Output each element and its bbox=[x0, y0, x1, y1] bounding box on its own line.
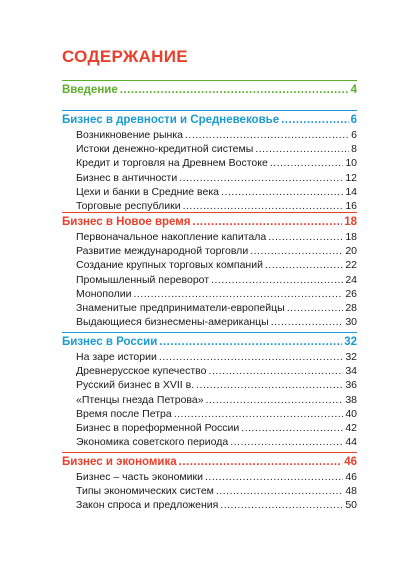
toc-entry[interactable] bbox=[62, 186, 357, 200]
entry-label: Кредит и торговля на Древнем Востоке bbox=[76, 157, 268, 170]
leader-dots bbox=[159, 335, 342, 349]
entry-page: 34 bbox=[345, 365, 357, 378]
entry-page: 50 bbox=[345, 499, 357, 512]
entry-page: 28 bbox=[345, 301, 357, 314]
entry-page: 40 bbox=[345, 407, 357, 420]
toc-intro bbox=[62, 80, 357, 99]
toc-entry[interactable] bbox=[62, 408, 357, 422]
section-page: 32 bbox=[344, 336, 357, 348]
section-page: 46 bbox=[344, 456, 357, 468]
toc-entry[interactable] bbox=[62, 259, 357, 273]
toc-section-russia bbox=[62, 332, 357, 450]
toc-entry[interactable] bbox=[62, 436, 357, 450]
entry-page: 36 bbox=[345, 379, 357, 392]
intro-label: Введение bbox=[62, 84, 118, 96]
leader-dots bbox=[287, 302, 344, 315]
leader-dots bbox=[281, 113, 348, 127]
leader-dots bbox=[211, 274, 343, 287]
entry-label: Торговые республики bbox=[76, 199, 181, 212]
entry-label: Создание крупных торговых компаний bbox=[76, 259, 263, 272]
section-heading[interactable] bbox=[62, 113, 357, 129]
leader-dots bbox=[206, 394, 344, 407]
entry-page: 10 bbox=[345, 157, 357, 170]
entry-label: «Птенцы гнезда Петрова» bbox=[76, 393, 204, 406]
leader-dots bbox=[208, 365, 343, 378]
entry-label: Развитие международной торговли bbox=[76, 245, 249, 258]
toc-entry[interactable] bbox=[62, 143, 357, 157]
toc-section-economy bbox=[62, 452, 357, 514]
toc-entry[interactable] bbox=[62, 288, 357, 302]
section-label: Бизнес в древности и Средневековье bbox=[62, 114, 280, 126]
entry-label: На заре истории bbox=[76, 351, 157, 363]
leader-dots bbox=[241, 422, 343, 435]
entry-label: Цехи и банки в Средние века bbox=[76, 185, 220, 198]
page-title: СОДЕРЖАНИЕ bbox=[62, 47, 188, 66]
section-heading[interactable] bbox=[62, 215, 357, 231]
section-label: Бизнес в Новое время bbox=[62, 216, 191, 228]
entry-page: 44 bbox=[345, 436, 357, 449]
toc-section-ancient bbox=[62, 110, 357, 214]
entry-page: 42 bbox=[345, 421, 357, 434]
toc-entry[interactable] bbox=[62, 379, 357, 393]
toc-entry[interactable] bbox=[62, 365, 357, 379]
toc-entry[interactable] bbox=[62, 485, 357, 499]
toc-entry[interactable] bbox=[62, 394, 357, 408]
entry-label: Бизнес в пореформенной России bbox=[76, 421, 240, 434]
entry-page: 14 bbox=[345, 185, 357, 198]
section-label: Бизнес в России bbox=[62, 336, 158, 348]
toc-entry[interactable] bbox=[62, 129, 357, 143]
toc-entry[interactable] bbox=[62, 422, 357, 436]
intro-page: 4 bbox=[350, 84, 357, 96]
entry-page: 22 bbox=[345, 259, 357, 272]
toc-entry[interactable] bbox=[62, 302, 357, 316]
entry-label: Возникновение рынка bbox=[76, 129, 184, 141]
entry-label: Выдающиеся бизнесмены-американцы bbox=[76, 316, 269, 329]
leader-dots bbox=[205, 471, 343, 484]
section-heading[interactable] bbox=[62, 335, 357, 351]
leader-dots bbox=[270, 157, 343, 170]
section-rule bbox=[62, 110, 357, 111]
leader-dots bbox=[193, 215, 343, 229]
entry-label: Первоначальное накопление капитала bbox=[76, 231, 267, 243]
toc-entry[interactable] bbox=[62, 274, 357, 288]
leader-dots bbox=[159, 351, 344, 364]
leader-dots bbox=[120, 83, 349, 97]
leader-dots bbox=[196, 379, 343, 392]
entry-page: 12 bbox=[345, 171, 357, 184]
section-rule bbox=[62, 332, 357, 333]
intro-entry[interactable] bbox=[62, 83, 357, 99]
leader-dots bbox=[216, 485, 343, 498]
entry-label: Промышленный переворот bbox=[76, 273, 210, 286]
section-page: 6 bbox=[350, 114, 357, 126]
leader-dots bbox=[250, 245, 343, 258]
toc-section-modern bbox=[62, 212, 357, 330]
leader-dots bbox=[265, 259, 343, 272]
leader-dots bbox=[221, 186, 343, 199]
entry-page: 24 bbox=[345, 273, 357, 286]
leader-dots bbox=[271, 316, 344, 329]
toc-entry[interactable] bbox=[62, 351, 357, 365]
intro-rule bbox=[62, 80, 357, 81]
leader-dots bbox=[220, 499, 343, 512]
entry-page: 38 bbox=[345, 393, 357, 406]
entry-page: 16 bbox=[345, 199, 357, 212]
toc-entry[interactable] bbox=[62, 172, 357, 186]
toc-entry[interactable] bbox=[62, 471, 357, 485]
entry-page: 20 bbox=[345, 245, 357, 258]
entry-page: 6 bbox=[351, 129, 357, 141]
leader-dots bbox=[183, 200, 344, 213]
entry-label: Древнерусское купечество bbox=[76, 365, 207, 378]
leader-dots bbox=[185, 129, 349, 142]
toc-entry[interactable] bbox=[62, 499, 357, 513]
section-rule bbox=[62, 212, 357, 213]
section-page: 18 bbox=[344, 216, 357, 228]
entry-label: Экономика советского периода bbox=[76, 436, 229, 449]
entry-label: Монополии bbox=[76, 287, 132, 300]
leader-dots bbox=[174, 408, 344, 421]
entry-page: 30 bbox=[345, 316, 357, 329]
entry-page: 48 bbox=[345, 485, 357, 498]
leader-dots bbox=[179, 455, 343, 469]
entry-label: Бизнес в античности bbox=[76, 171, 178, 184]
toc-entry[interactable] bbox=[62, 157, 357, 171]
entry-label: Истоки денежно-кредитной системы bbox=[76, 143, 254, 156]
section-heading[interactable] bbox=[62, 455, 357, 471]
entry-label: Русский бизнес в XVII в. bbox=[76, 379, 195, 392]
entry-page: 26 bbox=[345, 287, 357, 300]
toc-entry[interactable] bbox=[62, 231, 357, 245]
leader-dots bbox=[268, 231, 343, 244]
leader-dots bbox=[255, 143, 349, 156]
entry-page: 46 bbox=[345, 471, 357, 483]
section-label: Бизнес и экономика bbox=[62, 456, 177, 468]
entry-label: Знаменитые предприниматели-европейцы bbox=[76, 301, 285, 314]
entry-label: Время после Петра bbox=[76, 407, 172, 420]
toc-entry[interactable] bbox=[62, 245, 357, 259]
section-rule bbox=[62, 452, 357, 453]
leader-dots bbox=[134, 288, 344, 301]
entry-page: 18 bbox=[345, 231, 357, 243]
entry-page: 32 bbox=[345, 351, 357, 363]
toc-entry[interactable] bbox=[62, 316, 357, 330]
leader-dots bbox=[179, 172, 343, 185]
entry-page: 8 bbox=[351, 143, 357, 156]
entry-label: Типы экономических систем bbox=[76, 485, 214, 498]
leader-dots bbox=[230, 436, 343, 449]
entry-label: Бизнес – часть экономики bbox=[76, 471, 203, 483]
entry-label: Закон спроса и предложения bbox=[76, 499, 219, 512]
